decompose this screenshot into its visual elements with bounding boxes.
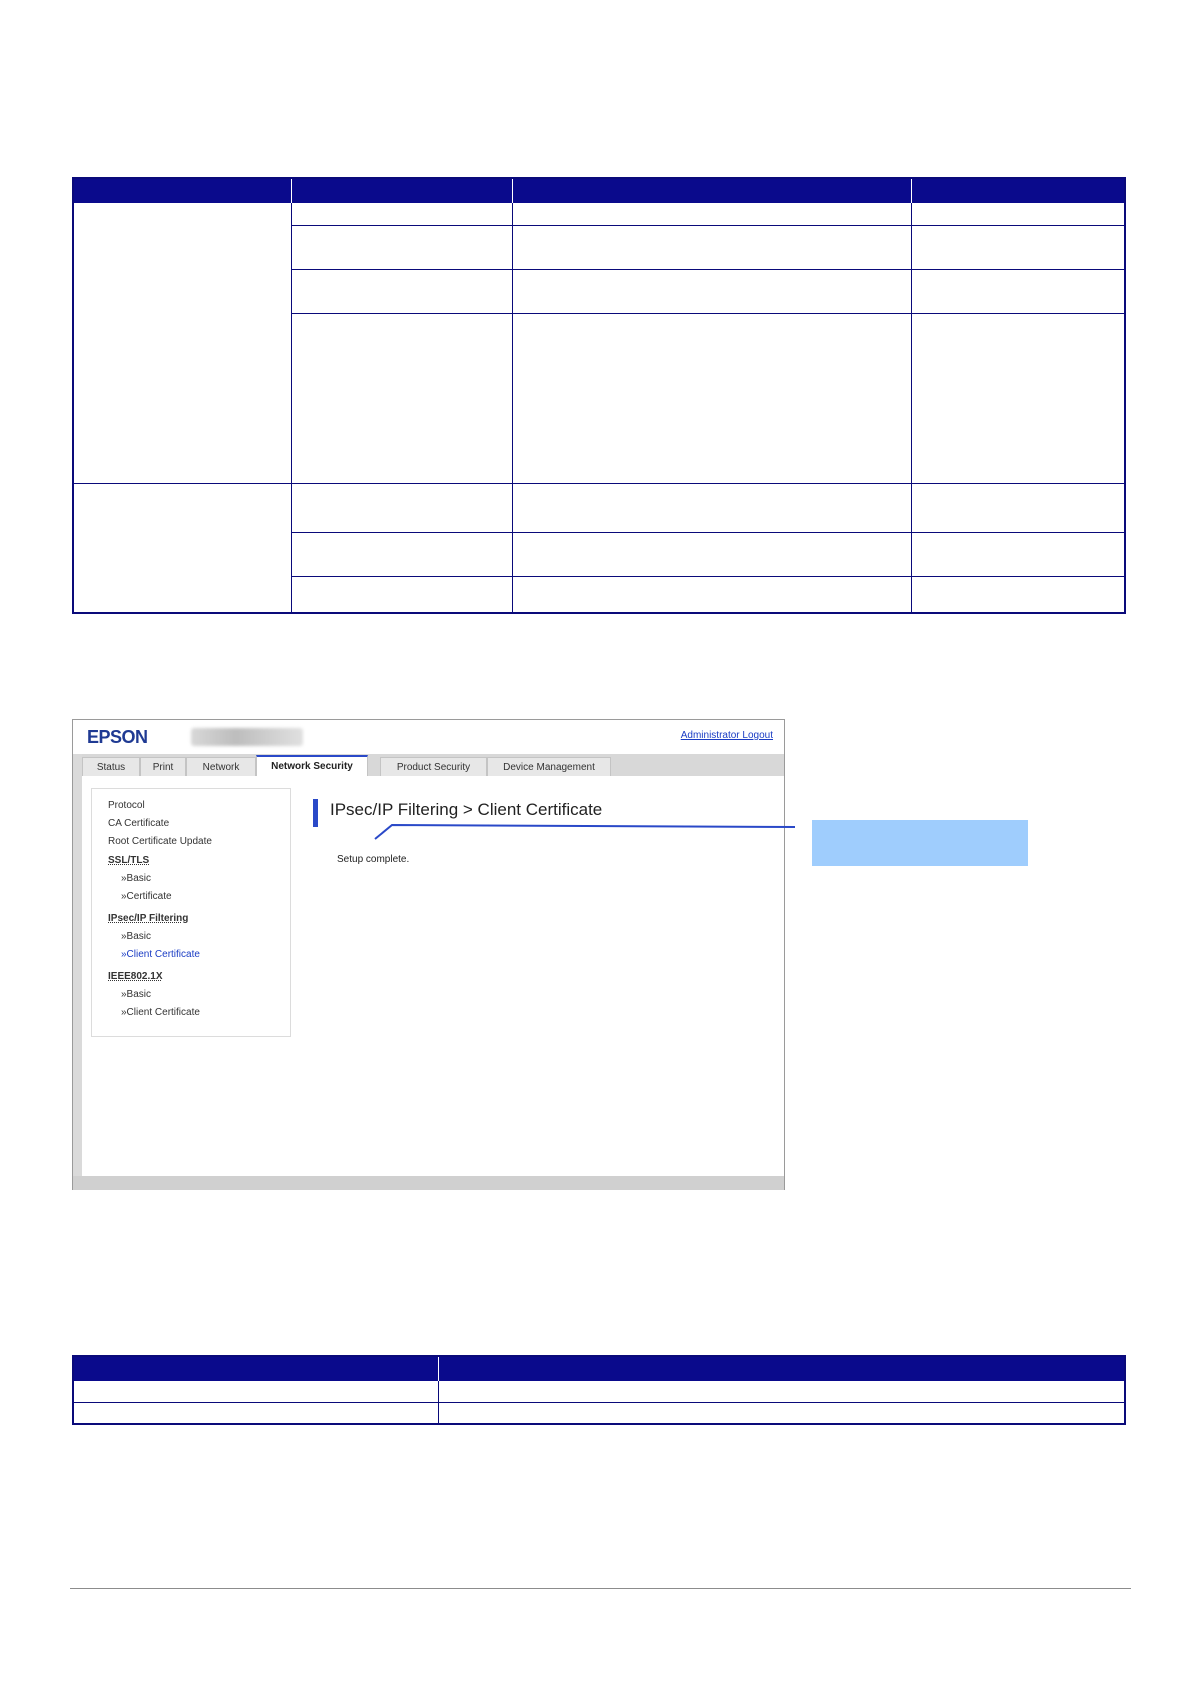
menu-ssl-basic[interactable]: »Basic xyxy=(121,873,152,884)
result-table xyxy=(72,1355,1126,1425)
status-message: Setup complete. xyxy=(337,854,410,865)
frame-bottom-bar xyxy=(73,1176,784,1190)
frame-gutter xyxy=(73,754,82,1190)
callout-box xyxy=(812,820,1028,866)
redacted-device-name xyxy=(191,728,303,746)
menu-ssl-tls[interactable]: SSL/TLS xyxy=(108,855,150,866)
menu-ipsec-client-certificate[interactable]: »Client Certificate xyxy=(121,949,200,960)
footer-rule xyxy=(70,1588,1131,1589)
menu-ieee8021x[interactable]: IEEE802.1X xyxy=(108,971,163,982)
settings-table xyxy=(72,177,1126,614)
menu-protocol[interactable]: Protocol xyxy=(108,800,145,811)
page-title: IPsec/IP Filtering > Client Certificate xyxy=(330,800,603,819)
tab-print[interactable]: Print xyxy=(140,757,186,777)
table-header xyxy=(74,1357,1124,1381)
administrator-logout-link[interactable]: Administrator Logout xyxy=(680,730,773,741)
tab-network-security[interactable]: Network Security xyxy=(256,755,368,777)
menu-ieee-client-certificate[interactable]: »Client Certificate xyxy=(121,1007,200,1018)
menu-ipsec-basic[interactable]: »Basic xyxy=(121,931,152,942)
side-menu xyxy=(91,788,291,1037)
menu-ipsec-ip-filtering[interactable]: IPsec/IP Filtering xyxy=(108,913,189,924)
menu-ssl-certificate[interactable]: »Certificate xyxy=(121,891,172,902)
tab-status[interactable]: Status xyxy=(82,757,140,777)
tab-product-security[interactable]: Product Security xyxy=(380,757,487,777)
tab-network[interactable]: Network xyxy=(186,757,256,777)
epson-logo: EPSON xyxy=(87,727,148,747)
menu-root-certificate-update[interactable]: Root Certificate Update xyxy=(108,836,212,847)
table-header xyxy=(74,179,1124,203)
title-accent-bar xyxy=(313,799,318,827)
web-config-screenshot xyxy=(72,719,785,1190)
menu-ca-certificate[interactable]: CA Certificate xyxy=(108,818,170,829)
menu-ieee-basic[interactable]: »Basic xyxy=(121,989,152,1000)
tab-device-management[interactable]: Device Management xyxy=(487,757,611,777)
